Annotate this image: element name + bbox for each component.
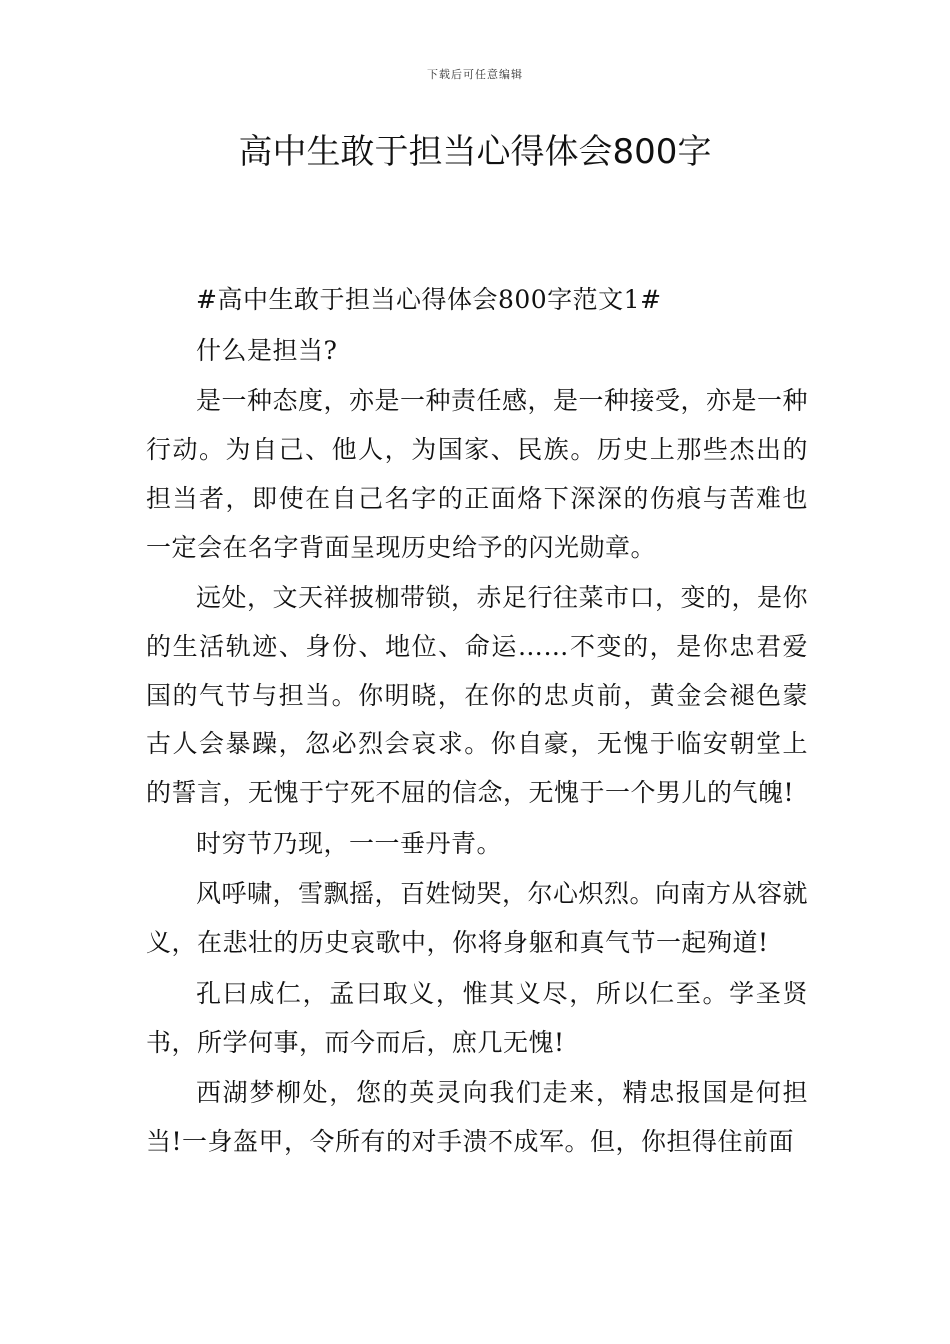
paragraph: 是一种态度，亦是一种责任感，是一种接受，亦是一种行动。为自己、他人，为国家、民族。历史上那些杰出的担当者，即使在自己名字的正面烙下深深的伤痕与苦难也一定会在名字背面呈现历史给予的闪光勋章。 [146, 386, 809, 562]
paragraph-heading: #高中生敢于担当心得体会800字范文1# [196, 285, 662, 314]
paragraph: 时穷节乃现，一一垂丹青。 [196, 828, 503, 858]
paragraph: 什么是担当? [196, 335, 338, 365]
paragraph: 西湖梦柳处，您的英灵向我们走来，精忠报国是何担当!一身盔甲，令所有的对手溃不成军。但，你担得住前面 [146, 1078, 808, 1156]
document-body [146, 276, 808, 1167]
paragraph: 孔曰成仁，孟曰取义，惟其义尽，所以仁至。学圣贤书，所学何事，而今而后，庶几无愧! [146, 978, 808, 1057]
header-note: 下载后可任意编辑 [427, 68, 523, 81]
paragraph: 风呼啸，雪飘摇，百姓恸哭，尔心炽烈。向南方从容就义，在悲壮的历史哀歌中，你将身躯和真气节一起殉道! [146, 879, 809, 958]
document-title: 高中生敢于担当心得体会800字 [238, 132, 712, 172]
paragraph: 远处，文天祥披枷带锁，赤足行往菜市口，变的，是你的生活轨迹、身份、地位、命运……不变的，是你忠君爱国的气节与担当。你明晓，在你的忠贞前，黄金会褪色蒙古人会暴躁，忽必烈会哀求。你自豪，无愧于临安朝堂上的誓言，无愧于宁死不屈的信念，无愧于一个男儿的气魄! [146, 583, 809, 808]
